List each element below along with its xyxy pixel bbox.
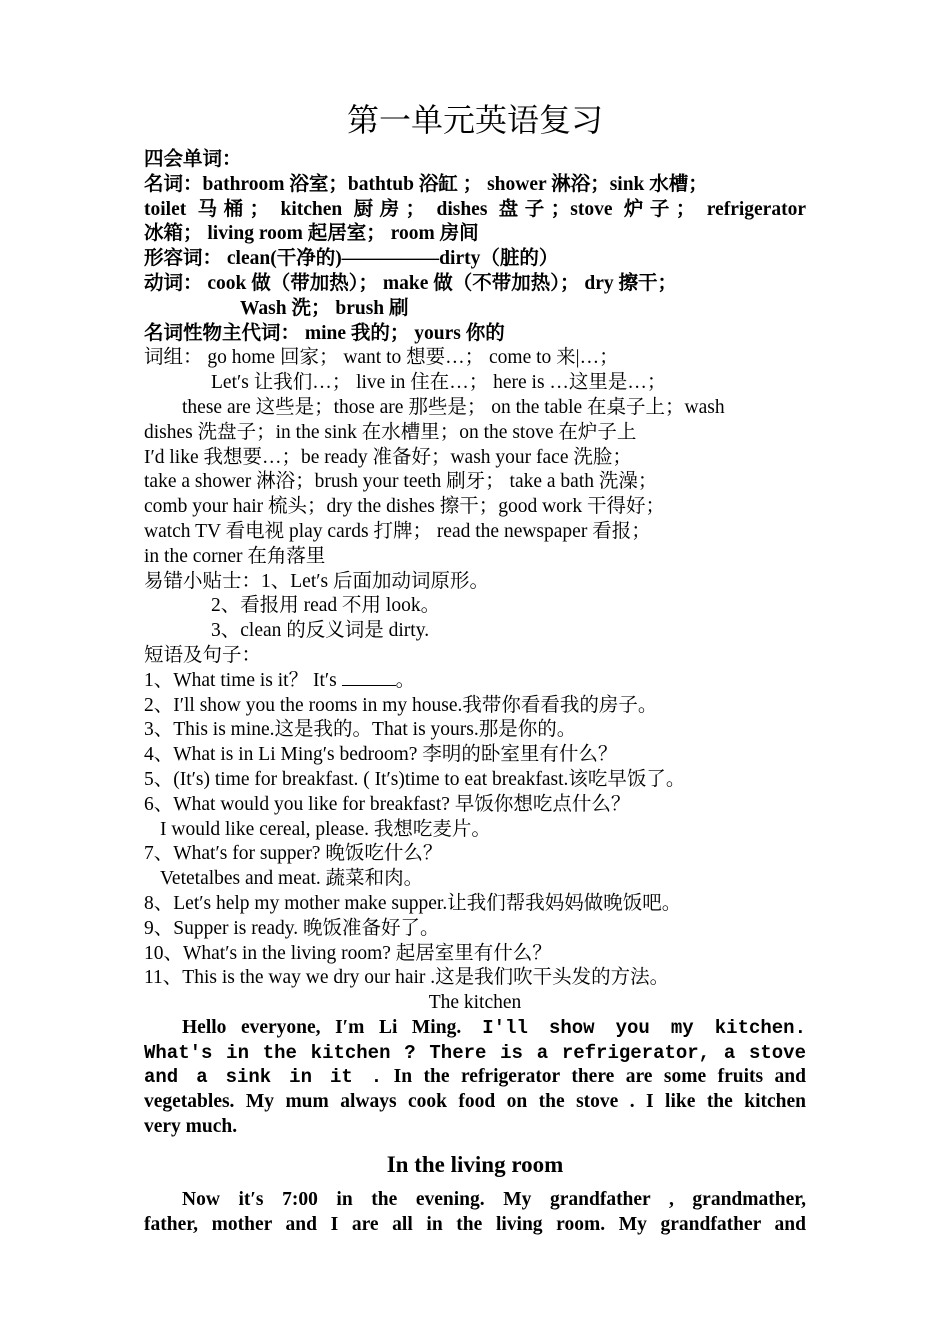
- sentence-line: 2、I′ll show you the rooms in my house.我带你看看我的房子。: [144, 694, 658, 716]
- passage-line: What′s in the kitchen ? There is a refrigerator, a stove: [144, 1041, 806, 1064]
- vocab-heading: 四会单词：: [144, 149, 242, 170]
- sentence-line: 3、This is mine.这是我的。That is yours.那是你的。: [144, 719, 577, 741]
- passage-line: [144, 1016, 806, 1041]
- passage-text: I′ll show you my kitchen.: [461, 1016, 806, 1039]
- phrase-line: take a shower 淋浴；brush your teeth 刷牙； take a bath 洗澡；: [144, 471, 658, 493]
- phrase-line: I′d like 我想要…；be ready 准备好；wash your face 洗脸；: [144, 446, 632, 468]
- passage-line: very much.: [144, 1116, 238, 1138]
- sentence-line: 9、Supper is ready. 晚饭准备好了。: [144, 917, 440, 939]
- kitchen-passage: [144, 991, 806, 1140]
- phrases-section: [144, 346, 806, 569]
- sentence-line: 7、What′s for supper? 晚饭吃什么？: [144, 843, 443, 865]
- sentence-line: 11、This is the way we dry our hair .这是我们吹干头发的方法。: [144, 967, 670, 989]
- vocabulary-section: [144, 148, 806, 346]
- sentence-text: 1、What time is it？ It′s: [144, 669, 342, 691]
- passage-line: Now it′s 7:00 in the evening. My grandfather , grandmather,: [182, 1188, 806, 1210]
- sentence-line: 8、Let′s help my mother make supper.让我们帮我妈妈做晚饭吧。: [144, 892, 682, 914]
- passage-text: In the refrigerator there are some fruits and: [382, 1066, 807, 1088]
- document-page: [144, 100, 806, 1237]
- sentence-line: 5、(It′s) time for breakfast. ( It′s)time to eat breakfast.该吃早饭了。: [144, 768, 686, 790]
- phrase-line: these are 这些是；those are 那些是； on the table 在桌子上；wash: [182, 396, 725, 418]
- sentence-line: 10、What′s in the living room? 起居室里有什么？: [144, 942, 552, 964]
- passage-text: and a sink in it .: [144, 1066, 383, 1089]
- phrase-line: watch TV 看电视 play cards 打牌； read the newspaper 看报；: [144, 520, 651, 542]
- kitchen-title: The kitchen: [428, 992, 522, 1014]
- passage-line: vegetables. My mum always cook food on the stove . I like the kitchen: [144, 1091, 806, 1113]
- passage-line: [144, 1065, 806, 1090]
- living-room-passage: [144, 1150, 806, 1238]
- answer-blank: [342, 669, 396, 686]
- phrase-line: 词组： go home 回家； want to 想要…； come to 来|…；: [144, 347, 619, 369]
- verbs-line-1: 动词： cook 做（带加热）； make 做（不带加热）； dry 擦干；: [144, 272, 677, 294]
- phrase-line: Let′s 让我们…； live in 住在…； here is …这里是…；: [211, 372, 667, 394]
- passage-line: father, mother and I are all in the living room. My grandfather and: [144, 1213, 806, 1235]
- sentence-line: 4、What is in Li Ming′s bedroom? 李明的卧室里有什么？: [144, 744, 618, 766]
- sentence-line: 6、What would you like for breakfast? 早饭你想吃点什么？: [144, 793, 631, 815]
- tip-line: 3、clean 的反义词是 dirty.: [211, 620, 430, 642]
- nouns-line-1: 名词：bathroom 浴室；bathtub 浴缸 ； shower 淋浴；sink 水槽；: [144, 173, 708, 195]
- tips-section: [144, 570, 806, 644]
- sentences-section: [144, 644, 806, 991]
- sentences-heading: 短语及句子：: [144, 644, 262, 666]
- living-room-title: In the living room: [386, 1151, 564, 1177]
- passage-text: Hello everyone, I′m Li Ming.: [182, 1016, 462, 1038]
- sentence-line: Vetetalbes and meat. 蔬菜和肉。: [160, 868, 424, 890]
- sentence-line: I would like cereal, please. 我想吃麦片。: [160, 818, 491, 840]
- tip-line: 2、看报用 read 不用 look。: [211, 595, 441, 617]
- nouns-line-3: 冰箱； living room 起居室； room 房间: [144, 223, 479, 245]
- page-title: 第一单元英语复习: [346, 102, 603, 138]
- verbs-line-2: Wash 洗； brush 刷: [240, 297, 409, 319]
- nouns-line-2: toilet 马桶； kitchen 厨房； dishes 盘子；stove 炉子； refrigerator: [144, 198, 806, 220]
- phrase-line: comb your hair 梳头；dry the dishes 擦干；good work 干得好；: [144, 496, 666, 518]
- tip-line: 易错小贴士：1、Let′s 后面加动词原形。: [144, 570, 489, 592]
- sentence-text: 。: [395, 669, 416, 691]
- pronouns-line: 名词性物主代词： mine 我的； yours 你的: [144, 322, 505, 344]
- adjectives-line: 形容词： clean(干净的)—————dirty（脏的）: [144, 248, 559, 270]
- sentence-line: [144, 669, 806, 694]
- phrase-line: in the corner 在角落里: [144, 545, 326, 567]
- phrase-line: dishes 洗盘子；in the sink 在水槽里；on the stove 在炉子上: [144, 421, 637, 443]
